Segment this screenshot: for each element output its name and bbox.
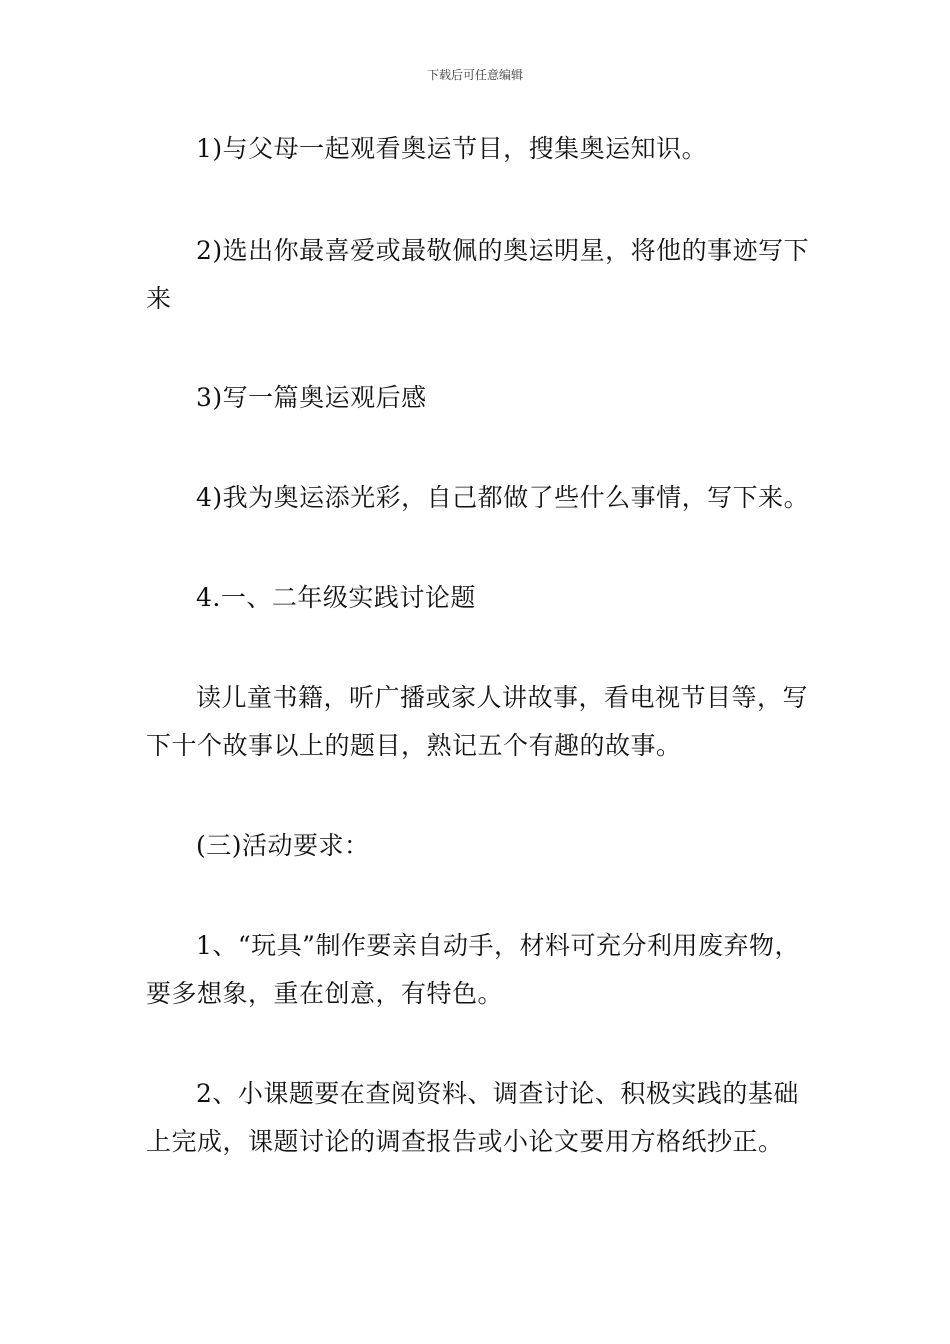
paragraph-6: 读儿童书籍，听广播或家人讲故事，看电视节目等，写下十个故事以上的题目，熟记五个有趣的故事。: [146, 683, 809, 760]
paragraph-2: 2)选出你最喜爱或最敬佩的奥运明星，将他的事迹写下来: [146, 236, 810, 313]
paragraph-8: 1、“玩具”制作要亲自动手，材料可充分利用废弃物，要多想象，重在创意，有特色。: [146, 931, 800, 1008]
paragraph-9: 2、小课题要在查阅资料、调查讨论、积极实践的基础上完成，课题讨论的调查报告或小论文要用方格纸抄正。: [146, 1079, 799, 1156]
paragraph-1: 1)与父母一起观看奥运节目，搜集奥运知识。: [196, 134, 708, 163]
paragraph-5: 4.一、二年级实践讨论题: [196, 583, 476, 612]
header-note: 下载后可任意编辑: [426, 68, 523, 82]
paragraph-3: 3)写一篇奥运观后感: [196, 383, 427, 412]
paragraph-7: (三)活动要求：: [196, 831, 370, 860]
paragraph-4: 4)我为奥运添光彩，自己都做了些什么事情，写下来。: [196, 483, 810, 512]
